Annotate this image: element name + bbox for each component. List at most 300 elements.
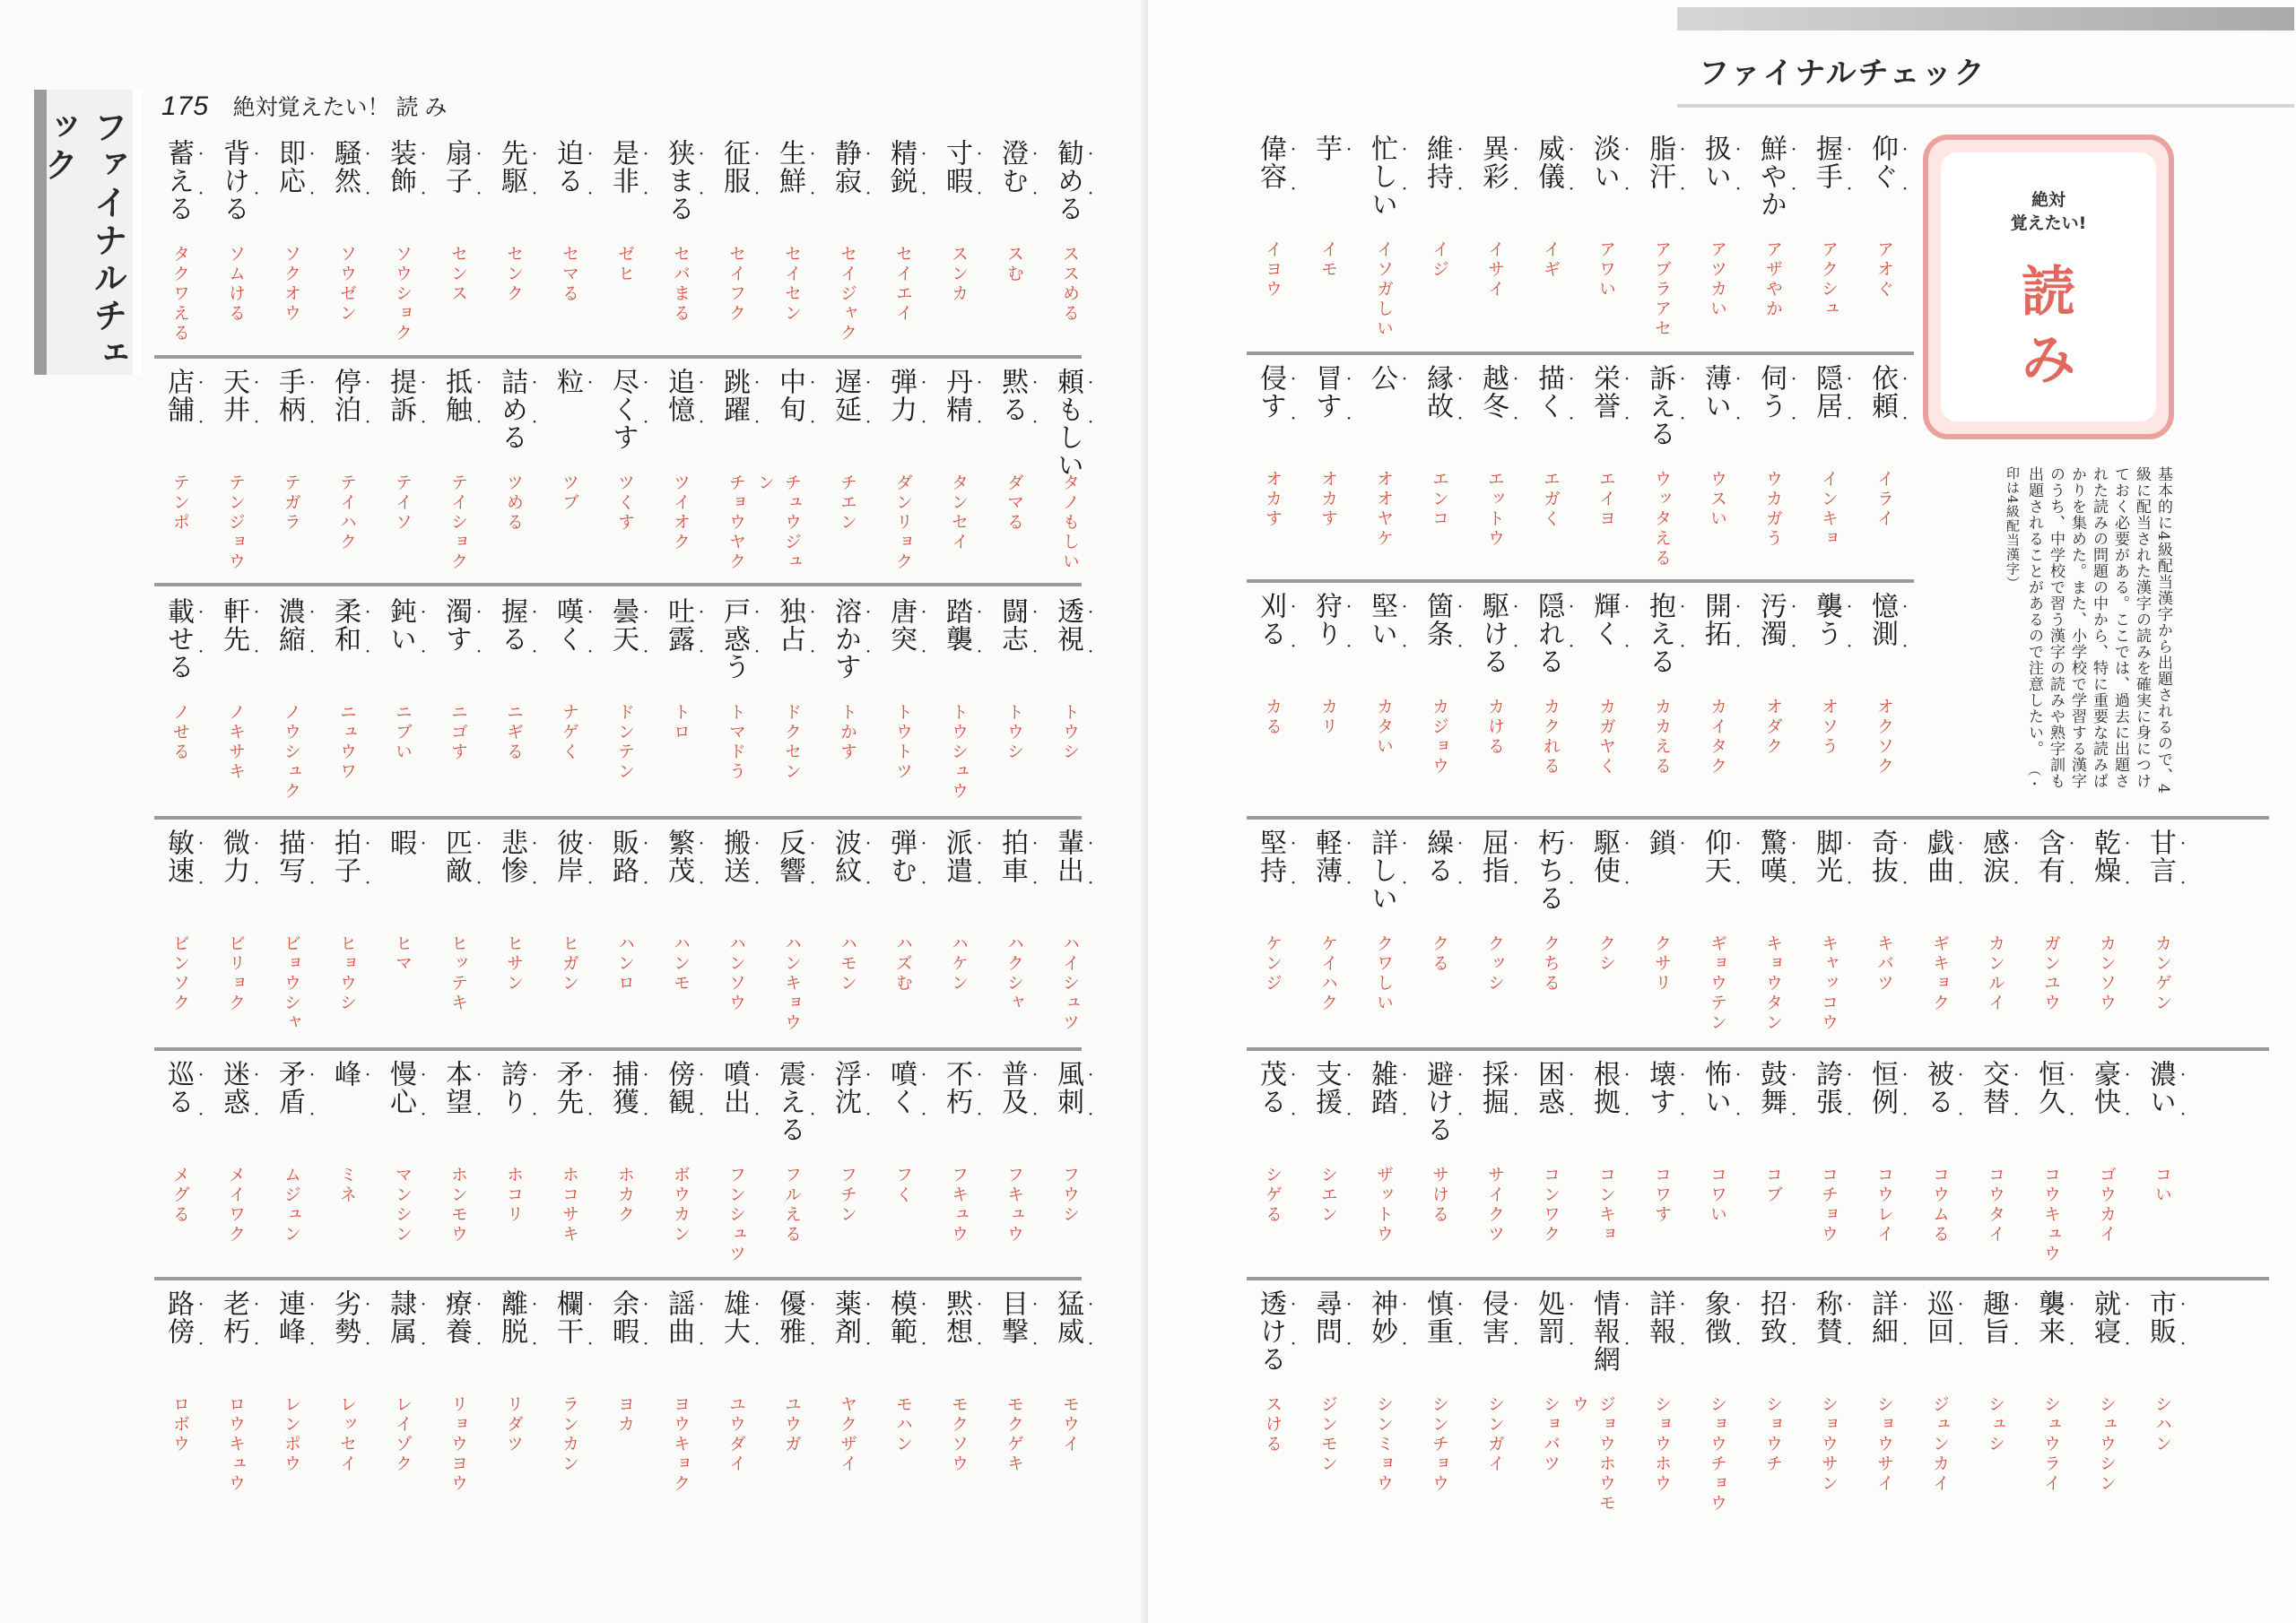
reading-answer: ニュウワ <box>337 703 357 782</box>
grade-dot-marker: · <box>531 1063 538 1085</box>
grade-dot-marker: · <box>1623 1103 1631 1124</box>
kanji-word: 独占 <box>774 597 805 653</box>
grade-dot-marker: · <box>809 832 816 854</box>
grade-dot-marker: · <box>1031 872 1039 893</box>
vocab-entry <box>2081 1289 2136 1514</box>
vocab-entry <box>599 597 655 812</box>
page-title: 絶対覚えたい！ 読 み <box>232 95 448 120</box>
vocab-entry <box>933 829 988 1044</box>
reading-answer: フンシュツ <box>726 1166 746 1264</box>
vocab-entry <box>377 368 432 579</box>
grade-dot-marker: · <box>420 182 427 204</box>
vocab-entry <box>488 829 544 1044</box>
vocab-entry <box>766 597 822 812</box>
reading-answer: ムジュン <box>282 1166 301 1245</box>
grade-dot-marker: · <box>809 371 816 393</box>
grade-dot-marker: · <box>1031 1332 1039 1354</box>
grade-dot-marker: · <box>587 1293 594 1315</box>
grade-dot-marker: · <box>809 1063 816 1085</box>
reading-answer: キャッコウ <box>1819 934 1839 1033</box>
grade-dot-marker: · <box>1735 1293 1742 1315</box>
reading-answer: エットウ <box>1485 470 1505 549</box>
grade-dot-marker: · <box>253 601 260 622</box>
reading-answer: ニギる <box>504 703 524 762</box>
kanji-word: 異彩 <box>1477 135 1509 190</box>
grade-dot-marker: · <box>1087 640 1094 662</box>
kanji-word: 恒久 <box>2033 1060 2065 1115</box>
grade-dot-marker: · <box>1623 832 1631 854</box>
grade-dot-marker: · <box>1087 832 1094 854</box>
grade-dot-marker: · <box>976 1293 983 1315</box>
vocab-entry <box>1413 1289 1469 1514</box>
kanji-word: 侵害 <box>1477 1289 1509 1345</box>
reading-answer: ランカン <box>560 1395 579 1474</box>
reading-answer: ガンユウ <box>2041 934 2061 1013</box>
kanji-word: 濁す <box>440 597 472 653</box>
grade-dot-marker: · <box>1623 407 1631 429</box>
kanji-word: 普及 <box>996 1060 1028 1115</box>
grade-dot-marker: · <box>1087 182 1094 204</box>
kanji-word: 扱い <box>1700 135 1731 190</box>
kanji-word: 傍観 <box>663 1060 694 1115</box>
grade-dot-marker: · <box>531 182 538 204</box>
reading-answer: コンワク <box>1541 1166 1561 1245</box>
vocab-entry <box>321 1289 377 1514</box>
kanji-word: 詳しい <box>1366 829 1397 912</box>
grade-dot-marker: · <box>309 640 316 662</box>
vocab-entry <box>265 1289 321 1514</box>
kanji-word: 連峰 <box>274 1289 305 1345</box>
grade-dot-marker: · <box>1735 368 1742 389</box>
grade-dot-marker: · <box>253 371 260 393</box>
reading-answer: ケンジ <box>1263 934 1283 994</box>
vocab-entry <box>599 1060 655 1273</box>
reading-answer: キョウタン <box>1763 934 1783 1033</box>
vocab-entry <box>1302 829 1358 1044</box>
kanji-word: 提訴 <box>385 368 416 423</box>
grade-dot-marker: · <box>753 1293 761 1315</box>
kanji-word: 恒例 <box>1866 1060 1898 1115</box>
grade-dot-marker: · <box>1031 1103 1039 1124</box>
grade-dot-marker: · <box>1457 832 1464 854</box>
vocab-entry <box>1803 829 1858 1044</box>
grade-dot-marker: · <box>642 601 649 622</box>
grade-dot-marker: · <box>1087 872 1094 893</box>
reading-answer: ホコリ <box>504 1166 524 1225</box>
vocab-entry <box>1469 364 1525 576</box>
grade-dot-marker: · <box>2013 1332 2020 1354</box>
reading-answer: ジンモン <box>1318 1395 1338 1474</box>
kanji-word: 感涙 <box>1978 829 2009 884</box>
grade-dot-marker: · <box>1957 1063 1964 1085</box>
grade-dot-marker: · <box>309 411 316 432</box>
grade-dot-marker: · <box>1846 832 1853 854</box>
grade-dot-marker: · <box>1290 595 1297 617</box>
kanji-word: 捕獲 <box>607 1060 639 1115</box>
grade-dot-marker: · <box>1735 178 1742 199</box>
reading-answer: ススめる <box>1060 245 1080 324</box>
grade-dot-marker: · <box>1457 368 1464 389</box>
vocab-entry <box>432 597 488 812</box>
grade-dot-marker: · <box>364 371 371 393</box>
vocab-entry <box>988 829 1044 1044</box>
grade-dot-marker: · <box>865 601 872 622</box>
grade-dot-marker: · <box>1846 1332 1853 1354</box>
kanji-word: 不朽 <box>941 1060 972 1115</box>
reading-answer: シンガイ <box>1485 1395 1505 1474</box>
reading-answer: ハンキョウ <box>782 934 802 1033</box>
reading-answer: ナゲく <box>560 703 579 762</box>
kanji-word: 駆ける <box>1477 592 1509 675</box>
grade-dot-marker: · <box>1901 1293 1909 1315</box>
grade-dot-marker: · <box>1401 138 1408 160</box>
grade-dot-marker: · <box>587 182 594 204</box>
kanji-word: 静寂 <box>830 139 861 195</box>
kanji-word: 甘言 <box>2144 829 2176 884</box>
grade-dot-marker: · <box>2013 832 2020 854</box>
kanji-word: 生鮮 <box>774 139 805 195</box>
grade-dot-marker: · <box>1735 832 1742 854</box>
vocab-entry <box>710 139 766 351</box>
grade-dot-marker: · <box>809 1293 816 1315</box>
grade-dot-marker: · <box>475 1332 483 1354</box>
grade-dot-marker: · <box>1345 138 1352 160</box>
kanji-word: 威儀 <box>1533 135 1564 190</box>
kanji-word: 狭まる <box>663 139 694 222</box>
grade-dot-marker: · <box>2179 872 2187 893</box>
vocab-entry <box>766 829 822 1044</box>
kanji-word: 噴く <box>885 1060 917 1115</box>
kanji-word: 天井 <box>218 368 249 423</box>
kanji-word: 交替 <box>1978 1060 2009 1115</box>
reading-answer: カタい <box>1374 698 1394 757</box>
vocab-entry <box>1247 364 1302 576</box>
grade-dot-marker: · <box>1901 138 1909 160</box>
vocab-entry <box>1413 1060 1469 1273</box>
kanji-word: 劣勢 <box>329 1289 361 1345</box>
vocab-entry <box>655 139 710 351</box>
grade-dot-marker: · <box>865 640 872 662</box>
grade-dot-marker: · <box>1679 1103 1686 1124</box>
kanji-word: 模範 <box>885 1289 917 1345</box>
grade-dot-marker: · <box>2179 1332 2187 1354</box>
grade-dot-marker: · <box>253 1103 260 1124</box>
kanji-word: 離脱 <box>496 1289 527 1345</box>
reading-answer: フチン <box>838 1166 857 1225</box>
grade-dot-marker: · <box>976 411 983 432</box>
reading-answer: チュウジュン <box>755 473 802 572</box>
reading-answer: チエン <box>838 473 857 533</box>
grade-dot-marker: · <box>1401 1332 1408 1354</box>
vocab-entry <box>877 829 933 1044</box>
vocab-section-right-1 <box>1247 135 1914 348</box>
right-page <box>1148 0 2296 1623</box>
reading-answer: スける <box>1263 1395 1283 1454</box>
kanji-word: 抵触 <box>440 368 472 423</box>
kanji-word: 闘志 <box>996 597 1028 653</box>
reading-answer: タノもしい <box>1060 473 1080 572</box>
vocab-entry <box>1914 1289 1970 1514</box>
vocab-entry <box>432 139 488 351</box>
kanji-word: 乾燥 <box>2089 829 2120 884</box>
grade-dot-marker: · <box>976 872 983 893</box>
reading-answer: リダツ <box>504 1395 524 1454</box>
reading-answer: ハケン <box>949 934 969 994</box>
vocab-entry <box>1044 1060 1100 1273</box>
kanji-word: 拍子 <box>329 829 361 884</box>
kanji-word: 柔和 <box>329 597 361 653</box>
vocab-entry <box>599 829 655 1044</box>
grade-dot-marker: · <box>1735 635 1742 656</box>
grade-dot-marker: · <box>2013 1293 2020 1315</box>
vocab-entry <box>1692 135 1747 348</box>
kanji-word: 優雅 <box>774 1289 805 1345</box>
kanji-word: 公 <box>1366 364 1397 392</box>
vocab-entry <box>599 368 655 579</box>
grade-dot-marker: · <box>865 1332 872 1354</box>
reading-answer: シエン <box>1318 1166 1338 1225</box>
grade-dot-marker: · <box>1290 1063 1297 1085</box>
kanji-word: 縁故 <box>1422 364 1453 420</box>
kanji-word: 本望 <box>440 1060 472 1115</box>
grade-dot-marker: · <box>1031 411 1039 432</box>
vocab-entry <box>710 829 766 1044</box>
vocab-entry <box>655 829 710 1044</box>
grade-dot-marker: · <box>920 872 927 893</box>
section-divider <box>1247 816 2269 820</box>
header-band <box>1677 7 2294 30</box>
kanji-word: 握手 <box>1811 135 1842 190</box>
reading-answer: セイセン <box>782 245 802 324</box>
reading-answer: フルえる <box>782 1166 802 1245</box>
vocab-entry <box>766 1060 822 1273</box>
vocab-entry <box>154 139 210 351</box>
section-divider <box>1247 352 1914 355</box>
kanji-word: 拍車 <box>996 829 1028 884</box>
grade-dot-marker: · <box>698 1063 705 1085</box>
callout-heading-line1: 読 <box>2022 261 2075 324</box>
vocab-entry <box>488 139 544 351</box>
reading-answer: ロウキュウ <box>226 1395 246 1494</box>
section-divider <box>154 1277 1082 1280</box>
grade-dot-marker: · <box>809 1103 816 1124</box>
reading-answer: ユウガ <box>782 1395 802 1454</box>
grade-dot-marker: · <box>587 143 594 164</box>
vocab-entry <box>1358 829 1413 1044</box>
reading-answer: タンセイ <box>949 473 969 552</box>
kanji-word: 販路 <box>607 829 639 884</box>
reading-answer: タクワえる <box>170 245 190 343</box>
vocab-entry <box>877 1060 933 1273</box>
kanji-word: 踏襲 <box>941 597 972 653</box>
kanji-word: 狩り <box>1310 592 1342 647</box>
kanji-word: 謡曲 <box>663 1289 694 1345</box>
grade-dot-marker: · <box>1512 832 1519 854</box>
vocab-entry <box>1580 1060 1636 1273</box>
vocab-entry <box>154 829 210 1044</box>
kanji-word: 征服 <box>718 139 750 195</box>
reading-answer: アオぐ <box>1874 240 1894 299</box>
grade-dot-marker: · <box>809 640 816 662</box>
kanji-word: 溶かす <box>830 597 861 681</box>
grade-dot-marker: · <box>1087 1293 1094 1315</box>
kanji-word: 余暇 <box>607 1289 639 1345</box>
kanji-word: 噴出 <box>718 1060 750 1115</box>
side-tab-label: ファイナルチェック <box>39 109 127 373</box>
reading-answer: レンポウ <box>282 1395 301 1474</box>
reading-answer: コウタイ <box>1986 1166 2005 1245</box>
reading-answer: トウシュウ <box>949 703 969 802</box>
grade-dot-marker: · <box>2068 1063 2075 1085</box>
grade-dot-marker: · <box>475 371 483 393</box>
grade-dot-marker: · <box>1623 178 1631 199</box>
grade-dot-marker: · <box>1846 1063 1853 1085</box>
grade-dot-marker: · <box>364 640 371 662</box>
reading-answer: テガラ <box>282 473 301 533</box>
vocab-entry <box>544 597 599 812</box>
vocab-entry <box>1747 135 1803 348</box>
reading-answer: マンシン <box>393 1166 413 1245</box>
kanji-word: 黙る <box>996 368 1028 423</box>
grade-dot-marker: · <box>1568 1103 1575 1124</box>
reading-answer: センス <box>448 245 468 304</box>
kanji-word: 象徴 <box>1700 1289 1731 1345</box>
vocab-entry <box>1358 1289 1413 1514</box>
grade-dot-marker: · <box>2013 1103 2020 1124</box>
reading-answer: リョウヨウ <box>448 1395 468 1494</box>
grade-dot-marker: · <box>920 371 927 393</box>
reading-answer: ミネ <box>337 1166 357 1205</box>
vocab-entry <box>766 1289 822 1514</box>
grade-dot-marker: · <box>1031 1293 1039 1315</box>
kanji-word: 精鋭 <box>885 139 917 195</box>
reading-answer: ザットウ <box>1374 1166 1394 1245</box>
vocab-entry <box>1302 592 1358 812</box>
grade-dot-marker: · <box>1290 832 1297 854</box>
grade-dot-marker: · <box>253 1293 260 1315</box>
kanji-word: 豪快 <box>2089 1060 2120 1115</box>
reading-answer: ゼヒ <box>615 245 635 284</box>
grade-dot-marker: · <box>920 832 927 854</box>
grade-dot-marker: · <box>1623 635 1631 656</box>
grade-dot-marker: · <box>809 1332 816 1354</box>
kanji-word: 驚嘆 <box>1755 829 1787 884</box>
grade-dot-marker: · <box>1623 595 1631 617</box>
vocab-section-left-2 <box>154 368 1100 579</box>
grade-dot-marker: · <box>698 1293 705 1315</box>
kanji-word: 根拠 <box>1588 1060 1620 1115</box>
grade-dot-marker: · <box>1901 635 1909 656</box>
kanji-word: 箇条 <box>1422 592 1453 647</box>
reading-answer: テイソ <box>393 473 413 533</box>
reading-answer: テンジョウ <box>226 473 246 572</box>
reading-answer: シュシ <box>1986 1395 2005 1454</box>
vocab-entry <box>154 368 210 579</box>
grade-dot-marker: · <box>1457 1103 1464 1124</box>
vocab-entry <box>1525 592 1580 812</box>
vocab-section-left-5 <box>154 1060 1100 1273</box>
kanji-word: 療養 <box>440 1289 472 1345</box>
reading-answer: ダマる <box>1004 473 1024 533</box>
reading-answer: アブラアセ <box>1652 240 1672 339</box>
grade-dot-marker: · <box>1345 595 1352 617</box>
grade-dot-marker: · <box>1901 368 1909 389</box>
kanji-word: 扇子 <box>440 139 472 195</box>
grade-dot-marker: · <box>1457 1063 1464 1085</box>
reading-answer: ソウショク <box>393 245 413 343</box>
grade-dot-marker: · <box>698 872 705 893</box>
reading-answer: ショウチ <box>1763 1395 1783 1474</box>
vocab-entry <box>822 1289 877 1514</box>
grade-dot-marker: · <box>1790 595 1797 617</box>
reading-answer: シハン <box>2152 1395 2172 1454</box>
kanji-word: 称賛 <box>1811 1289 1842 1345</box>
grade-dot-marker: · <box>1679 832 1686 854</box>
callout-heading-line2: み <box>2022 329 2075 392</box>
reading-answer: ニゴす <box>448 703 468 762</box>
grade-dot-marker: · <box>2013 872 2020 893</box>
vocab-entry <box>1525 1289 1580 1514</box>
grade-dot-marker: · <box>1568 368 1575 389</box>
grade-dot-marker: · <box>1790 872 1797 893</box>
grade-dot-marker: · <box>1735 1332 1742 1354</box>
reading-answer: サイクツ <box>1485 1166 1505 1245</box>
reading-answer: ヒョウシ <box>337 934 357 1013</box>
grade-dot-marker: · <box>809 182 816 204</box>
grade-dot-marker: · <box>1512 1332 1519 1354</box>
reading-answer: アワい <box>1596 240 1616 299</box>
grade-dot-marker: · <box>1512 138 1519 160</box>
kanji-word: 脂汗 <box>1644 135 1675 190</box>
vocab-entry <box>1525 829 1580 1044</box>
grade-dot-marker: · <box>475 1063 483 1085</box>
grade-dot-marker: · <box>865 1063 872 1085</box>
reading-answer: ジョウホウモウ <box>1570 1395 1616 1514</box>
grade-dot-marker: · <box>809 601 816 622</box>
kanji-word: 採掘 <box>1477 1060 1509 1115</box>
vocab-entry <box>1970 1060 2025 1273</box>
grade-dot-marker: · <box>420 1293 427 1315</box>
vocab-entry <box>710 597 766 812</box>
kanji-word: 市販 <box>2144 1289 2176 1345</box>
grade-dot-marker: · <box>1457 595 1464 617</box>
vocab-entry <box>488 597 544 812</box>
vocab-entry <box>1692 1289 1747 1514</box>
reading-answer: クサリ <box>1652 934 1672 994</box>
grade-dot-marker: · <box>1957 832 1964 854</box>
reading-answer: ヨカ <box>615 1395 635 1435</box>
grade-dot-marker: · <box>1087 411 1094 432</box>
grade-dot-marker: · <box>531 640 538 662</box>
kanji-word: 雄大 <box>718 1289 750 1345</box>
vocab-entry <box>1247 1060 1302 1273</box>
vocab-entry <box>822 829 877 1044</box>
grade-dot-marker: · <box>809 411 816 432</box>
grade-dot-marker: · <box>865 411 872 432</box>
reading-answer: ヨウキョク <box>671 1395 691 1494</box>
reading-answer: ハンソウ <box>726 934 746 1013</box>
kanji-word: 中旬 <box>774 368 805 423</box>
grade-dot-marker: · <box>2068 1293 2075 1315</box>
grade-dot-marker: · <box>364 143 371 164</box>
grade-dot-marker: · <box>1568 635 1575 656</box>
kanji-word: 輩出 <box>1052 829 1083 884</box>
grade-dot-marker: · <box>920 1332 927 1354</box>
vocab-entry <box>710 1060 766 1273</box>
grade-dot-marker: · <box>309 601 316 622</box>
grade-dot-marker: · <box>698 1332 705 1354</box>
reading-answer: オカす <box>1318 470 1338 529</box>
